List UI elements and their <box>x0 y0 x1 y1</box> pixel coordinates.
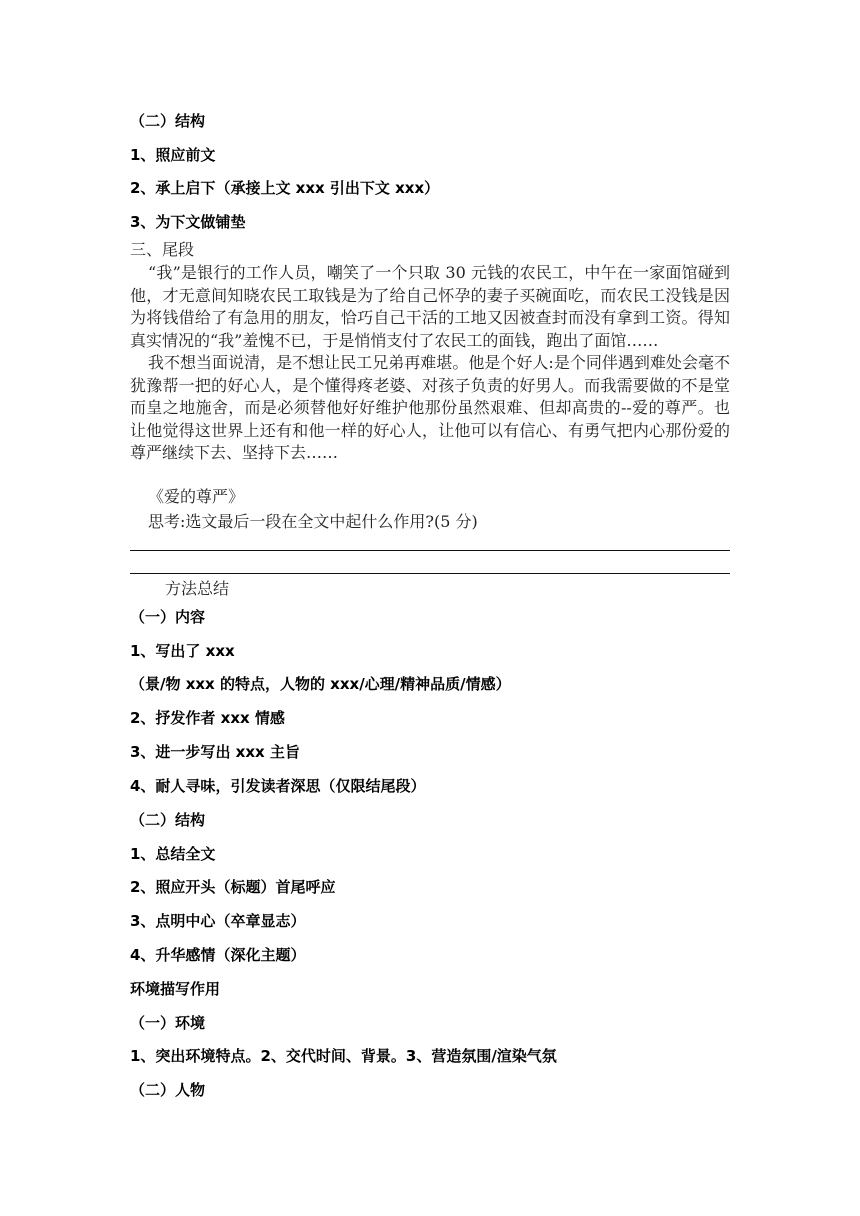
ending-passage <box>130 262 730 465</box>
summary-structure-heading: （二）结构 <box>130 811 206 829</box>
summary-structure-item-4: 4、升华感情（深化主题） <box>130 946 306 964</box>
question-text: 思考:选文最后一段在全文中起什么作用?(5 分) <box>148 512 478 531</box>
structure-heading: （二）结构 <box>130 112 206 130</box>
structure-item-2: 2、承上启下（承接上文 xxx 引出下文 xxx） <box>130 179 440 197</box>
content-heading: （一）内容 <box>130 608 206 626</box>
passage-paragraph-1: “我”是银行的工作人员，嘲笑了一个只取 30 元钱的农民工，中午在一家面馆碰到他，才无意间知晓农民工取钱是为了给自己怀孕的妻子买碗面吃，而农民工没钱是因为将钱借给了有急用的朋友，恰巧自己干活的工地又因被查封而没有拿到工资。得知真实情况的“我”羞愧不已，于是悄悄支付了农民工的面钱，跑出了面馆…… <box>130 263 730 350</box>
content-item-1-detail: （景/物 xxx 的特点，人物的 xxx/心理/精神品质/情感） <box>130 675 511 693</box>
answer-line-1 <box>130 550 730 551</box>
content-item-4: 4、耐人寻味，引发读者深思（仅限结尾段） <box>130 777 426 795</box>
environment-subheading: （一）环境 <box>130 1014 206 1032</box>
structure-item-3: 3、为下文做铺垫 <box>130 213 246 231</box>
answer-line-2 <box>130 573 730 574</box>
content-item-1: 1、写出了 xxx <box>130 642 235 660</box>
structure-item-1: 1、照应前文 <box>130 146 216 164</box>
passage-paragraph-2: 我不想当面说清，是不想让民工兄弟再难堪。他是个好人:是个同伴遇到难处会毫不犹豫帮一把的好心人，是个懂得疼老婆、对孩子负责的好男人。而我需要做的不是堂而皇之地施舍，而是必须替他好好维护他那份虽然艰难、但却高贵的--爱的尊严。也让他觉得这世界上还有和他一样的好心人，让他可以有信心、有勇气把内心那份爱的尊严继续下去、坚持下去…… <box>130 353 730 462</box>
summary-structure-item-1: 1、总结全文 <box>130 845 216 863</box>
person-subheading: （二）人物 <box>130 1081 206 1099</box>
summary-structure-item-2: 2、照应开头（标题）首尾呼应 <box>130 878 336 896</box>
method-summary-heading: 方法总结 <box>165 579 230 598</box>
environment-heading: 环境描写作用 <box>130 980 221 998</box>
content-item-2: 2、抒发作者 xxx 情感 <box>130 709 285 727</box>
ending-heading: 三、尾段 <box>130 240 195 259</box>
summary-structure-item-3: 3、点明中心（卒章显志） <box>130 912 306 930</box>
environment-items: 1、突出环境特点。2、交代时间、背景。3、营造氛围/渲染气氛 <box>130 1047 557 1065</box>
passage-source: 《爱的尊严》 <box>148 487 245 506</box>
content-item-3: 3、进一步写出 xxx 主旨 <box>130 743 300 761</box>
